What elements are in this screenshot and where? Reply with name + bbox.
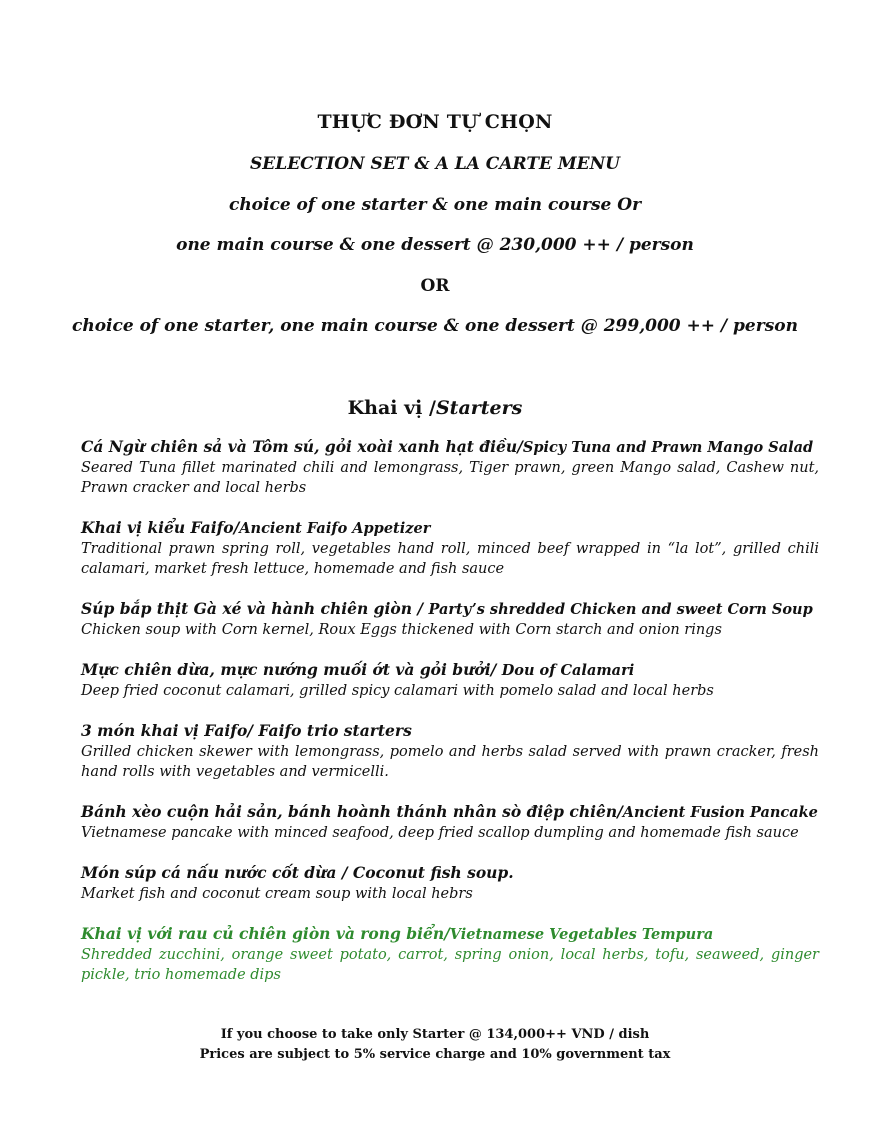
menu-item-description: Shredded zucchini, orange sweet potato, carrot, spring onion, local herbs, tofu, seaweed, ginger pickle, trio homemade dips (81, 947, 819, 983)
menu-item-name-en: Ancient Fusion Pancake (622, 804, 818, 821)
menu-item-name-vi: Bánh xèo cuộn hải sản, bánh hoành thánh nhân sò điệp chiên/ (81, 802, 623, 821)
menu-title: THỰC ĐƠN TỰ CHỌN (317, 111, 553, 133)
offer-or: OR (420, 276, 450, 296)
menu-item (81, 862, 819, 904)
menu-item-name (81, 598, 819, 620)
menu-item (81, 598, 819, 640)
menu-item-description: Chicken soup with Corn kernel, Roux Eggs thickened with Corn starch and onion rings (81, 622, 722, 638)
menu-item-name-en: Vietnamese Vegetables Tempura (449, 926, 714, 943)
price-footer (0, 1025, 870, 1065)
section-title-en: Starters (435, 397, 523, 419)
menu-item-name-vi: Khai vị kiểu Faifo/ (81, 518, 240, 537)
menu-item (81, 720, 819, 782)
menu-item-name (81, 923, 819, 945)
menu-item (81, 659, 819, 701)
menu-item-description: Traditional prawn spring roll, vegetables hand roll, minced beef wrapped in “la lot”, grilled chili calamari, market fresh lettuce, homemade and fish sauce (81, 541, 819, 577)
menu-item-highlighted (81, 923, 819, 985)
menu-subtitle: SELECTION SET & A LA CARTE MENU (250, 154, 620, 174)
menu-item-name-vi: Món súp cá nấu nước cốt dừa / Coconut fish soup. (81, 863, 514, 882)
starter-only-price-note: If you choose to take only Starter @ 134,000++ VND / dish (220, 1027, 650, 1042)
section-title-vi: Khai vị / (347, 397, 436, 419)
menu-item-description: Vietnamese pancake with minced seafood, deep fried scallop dumpling and homemade fish sauce (81, 825, 799, 841)
menu-item (81, 801, 819, 843)
menu-item-name-vi: Súp bắp thịt Gà xé và hành chiên giòn / (81, 599, 429, 618)
menu-item-description: Market fish and coconut cream soup with local hebrs (81, 886, 473, 902)
menu-item-name-en: Spicy Tuna and Prawn Mango Salad (522, 439, 814, 456)
menu-item (81, 436, 819, 498)
menu-item (81, 517, 819, 579)
offer-line-2: one main course & one dessert @ 230,000 ++ / person (176, 235, 694, 255)
menu-item-name-vi: Mực chiên dừa, mực nướng muối ớt và gỏi bưởi/ (81, 660, 502, 679)
menu-item-name-en: Party’s shredded Chicken and sweet Corn Soup (428, 601, 813, 618)
menu-item-description: Deep fried coconut calamari, grilled spicy calamari with pomelo salad and local herbs (81, 683, 714, 699)
menu-item-name-en: Dou of Calamari (501, 662, 635, 679)
menu-item-name-vi: Khai vị với rau củ chiên giòn và rong biển/ (81, 924, 450, 943)
menu-item-name-vi: 3 món khai vị Faifo/ Faifo trio starters (81, 721, 412, 740)
menu-item-name (81, 436, 819, 458)
menu-item-name-vi: Cá Ngừ chiên sả và Tôm sú, gỏi xoài xanh hạt điều/ (81, 437, 523, 456)
menu-item-name-en: Ancient Faifo Appetizer (239, 520, 431, 537)
service-charge-note: Prices are subject to 5% service charge and 10% government tax (199, 1047, 671, 1062)
offer-line-3: choice of one starter, one main course & one dessert @ 299,000 ++ / person (72, 316, 798, 336)
menu-item-name (81, 659, 819, 681)
offer-line-1: choice of one starter & one main course Or (228, 195, 642, 215)
menu-item-name (81, 517, 819, 539)
menu-item-name (81, 720, 819, 742)
menu-item-description: Grilled chicken skewer with lemongrass, pomelo and herbs salad served with prawn cracker, fresh hand rolls with vegetables and vermicelli. (81, 744, 819, 780)
menu-item-name (81, 862, 819, 884)
menu-item-description: Seared Tuna fillet marinated chili and lemongrass, Tiger prawn, green Mango salad, Cashew nut, Prawn cracker and local herbs (81, 460, 819, 496)
menu-item-name (81, 801, 819, 823)
starter-list (81, 436, 819, 1004)
section-title-starters (0, 396, 870, 420)
